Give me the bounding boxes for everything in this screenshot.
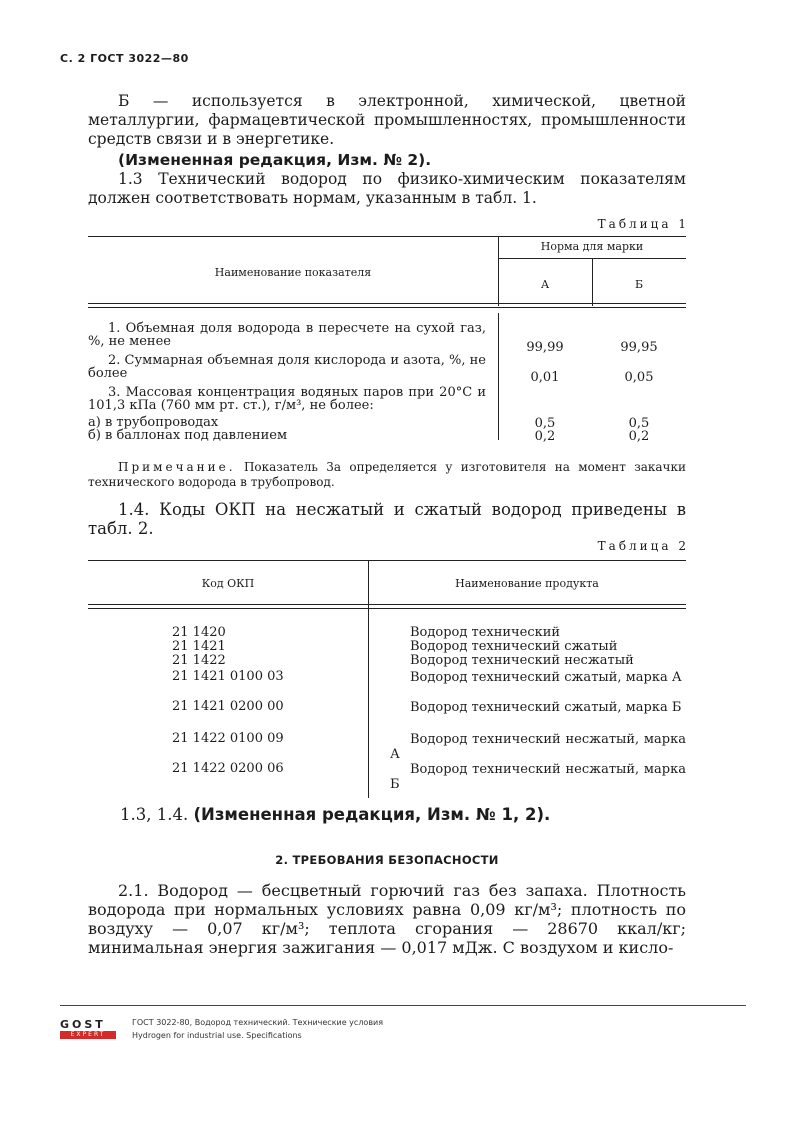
table1-col-a: А — [540, 278, 550, 291]
table2-cell: Водород технический несжатый — [410, 653, 634, 668]
table1-cell: 0,2 — [628, 429, 650, 444]
table2-divider — [368, 560, 369, 798]
table-row: 21 1421 0100 03 — [172, 669, 284, 684]
table1-header-rule — [88, 303, 686, 308]
table1-cell: 0,05 — [624, 370, 654, 385]
table1-cell: 0,2 — [534, 429, 556, 444]
table2-caption: Таблица 2 — [597, 539, 689, 553]
table2-top-border — [88, 560, 686, 561]
table2-cell: Водород технический сжатый — [410, 639, 618, 654]
table1-cell: 0,5 — [534, 416, 556, 431]
table1-col-b: Б — [634, 278, 644, 291]
clause-1-3: 1.3 Технический водород по физико-химическим показателям должен соответствовать нормам, указанным в табл. 1. — [88, 170, 686, 207]
table2-col-name: Наименование продукта — [455, 577, 599, 590]
table1-cell: 0,5 — [628, 416, 650, 431]
amendment-note-2: 1.3, 1.4. (Измененная редакция, Изм. № 1, 2). — [120, 805, 551, 824]
table1-cell: 99,99 — [526, 340, 564, 355]
table2-cell: Водород технический сжатый, марка Б — [410, 700, 682, 715]
table2-col-code: Код ОКП — [201, 577, 255, 590]
table1-body-divider — [498, 313, 499, 440]
footer-divider — [60, 1005, 746, 1006]
table1-note: Примечание. Показатель 3а определяется у изготовителя на момент закачки технического водорода в трубопровод. — [88, 460, 686, 489]
table2-cell: Водород технический — [410, 625, 561, 640]
clause-2-1: 2.1. Водород — бесцветный горючий газ без запаха. Плотность водорода при нормальных условиях равна 0,09 кг/м³; плотность по воздуху — 0,07 кг/м³; теплота сгорания — 28670 ккал/кг; минимальная энергия зажигания — 0,017 мДж. С воздухом и кисло- — [88, 881, 686, 957]
clause-1-4: 1.4. Коды ОКП на несжатый и сжатый водород приведены в табл. 2. — [88, 500, 686, 538]
table1-caption: Таблица 1 — [597, 217, 689, 231]
table-row: 2. Суммарная объемная доля кислорода и азота, %, не более — [88, 353, 486, 381]
section-title: 2. ТРЕБОВАНИЯ БЕЗОПАСНОСТИ — [275, 853, 499, 867]
footer-subtitle: Hydrogen for industrial use. Specifications — [132, 1031, 302, 1040]
table2-cell: Водород технический несжатый, марка Б — [390, 762, 686, 792]
page-header: С. 2 ГОСТ 3022—80 — [60, 52, 189, 65]
table-row: 21 1422 — [172, 653, 226, 668]
footer-title: ГОСТ 3022-80, Водород технический. Технические условия — [132, 1018, 384, 1027]
table1-cell: 0,01 — [530, 370, 560, 385]
table1-col-norm: Норма для марки — [540, 240, 644, 253]
table-row: б) в баллонах под давлением — [88, 428, 288, 443]
table-row: 21 1422 0200 06 — [172, 761, 284, 776]
table1-col-name: Наименование показателя — [214, 266, 372, 279]
table-row: 21 1421 0200 00 — [172, 699, 284, 714]
table-row: 21 1421 — [172, 639, 226, 654]
gost-expert-logo: GOST EXPERT — [60, 1019, 116, 1041]
table-row: 3. Массовая концентрация водяных паров при 20°С и 101,3 кПа (760 мм рт. ст.), г/м³, не более: — [88, 385, 486, 413]
table-row: 1. Объемная доля водорода в пересчете на сухой газ, %, не менее — [88, 321, 486, 349]
table2-header-rule — [88, 604, 686, 609]
intro-paragraph: Б — используется в электронной, химической, цветной металлургии, фармацевтической промышленностях, промышленности средств связи и в энергетике. (Измененная редакция, Изм. № 2). 1.3 Технический водород по физико-химическим показателям должен соответствовать нормам, указанным в табл. 1. — [88, 92, 686, 207]
table1-top-border — [88, 236, 686, 237]
table-row: 21 1420 — [172, 625, 226, 640]
table2-cell: Водород технический несжатый, марка А — [390, 732, 686, 762]
table2-cell: Водород технический сжатый, марка А — [410, 670, 682, 685]
amendment-note-1: (Измененная редакция, Изм. № 2). — [118, 151, 432, 169]
table-row: 21 1422 0100 09 — [172, 731, 284, 746]
table1-cell: 99,95 — [620, 340, 658, 355]
table-row: а) в трубопроводах — [88, 415, 219, 430]
